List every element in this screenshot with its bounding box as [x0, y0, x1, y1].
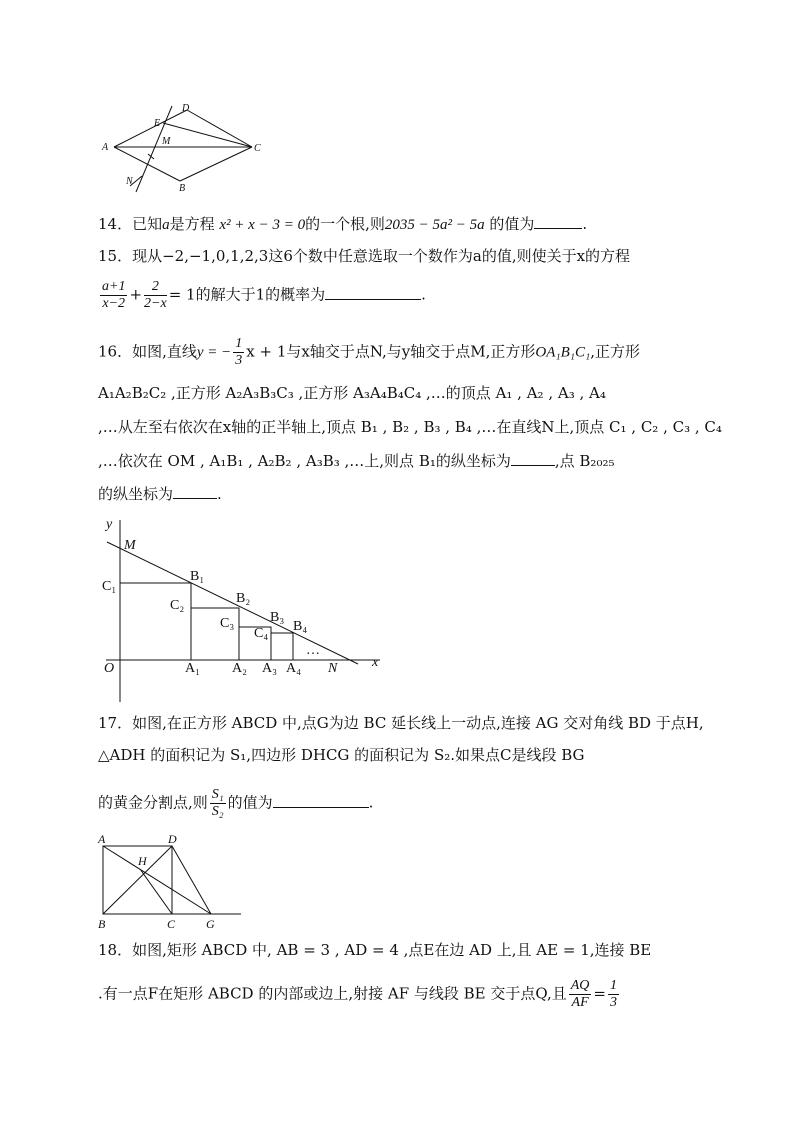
question-16-line3: ,…从左至右依次在x轴的正半轴上,顶点 B₁ , B₂ , B₃ , B₄ ,…在直线N上,顶点 C₁ , C₂ , C₃ , C₄ — [98, 418, 722, 436]
label-M: M — [162, 136, 171, 147]
label-N: N — [126, 176, 133, 187]
label-ellipsis: … — [306, 643, 320, 658]
fraction: $\frac{a+1}{x-2}$ — [102, 279, 126, 311]
label-C: C — [254, 143, 261, 154]
question-17-line3: 的黄金分割点,则 $\frac{\text{S₁}}{\text{S₂}}$ 的值为 . — [98, 787, 374, 819]
label-B1: B₁ — [190, 569, 205, 584]
fraction: $\frac{1}{3}$ — [235, 336, 243, 368]
fraction: $\frac{2}{2-x}$ — [144, 279, 167, 311]
rhombus-figure — [100, 100, 270, 195]
answer-blank — [511, 451, 555, 466]
label-C2: C₂ — [170, 598, 185, 613]
label-A3: A₃ — [262, 661, 277, 676]
question-16-line2: A₁A₂B₂C₂ ,正方形 A₂A₃B₃C₃ ,正方形 A₃A₄B₄C₄ ,…的顶点 A₁ , A₂ , A₃ , A₄ — [98, 384, 606, 402]
label-A1: A₁ — [185, 661, 200, 676]
label-B3: B₃ — [270, 610, 285, 625]
label-A2: A₂ — [232, 661, 247, 676]
question-15-line2: $\frac{a+1}{x-2}$ + $\frac{2}{2-x}$ = 1的解大于1的概率为 . — [102, 279, 426, 311]
fraction: $\frac{\text{S₁}}{\text{S₂}}$ — [211, 787, 224, 819]
squares-figure — [98, 516, 388, 706]
square-figure — [96, 830, 246, 932]
label-D: D — [182, 103, 190, 114]
question-16-line5: 的纵坐标为 . — [98, 485, 222, 503]
label-M: M — [124, 538, 136, 553]
question-14: 14．已知a是方程 x² + x − 3 = 0的一个根,则2035 − 5a² − 5a 的值为 . — [98, 215, 588, 233]
answer-blank — [173, 484, 217, 499]
label-B2: B₂ — [236, 591, 251, 606]
label-A4: A₄ — [286, 661, 301, 676]
question-15-line1: 15．现从−2,−1,0,1,2,3这6个数中任意选取一个数作为a的值,则使关于x的方程 — [98, 247, 631, 265]
question-18-line2: .有一点F在矩形 ABCD 的内部或边上,射接 AF 与线段 BE 交于点Q,且 $\frac{AQ}{AF}$ = $\frac{1}{3}$ — [98, 978, 617, 1010]
label-G: G — [206, 917, 215, 931]
question-18-line1: 18．如图,矩形 ABCD 中, AB = 3 , AD = 4 ,点E在边 AD 上,且 AE = 1,连接 BE — [98, 941, 652, 959]
label-O: O — [104, 661, 115, 676]
label-D: D — [168, 832, 177, 846]
answer-blank — [534, 214, 582, 229]
label-C4: C₄ — [254, 626, 269, 641]
label-A: A — [102, 142, 109, 153]
question-16-line1: 16．如图,直线y = − $\frac{1}{3}$ x + 1与x轴交于点N,与y轴交于点M,正方形OA₁B₁C₁,正方形 — [98, 336, 640, 368]
label-C3: C₃ — [220, 616, 235, 631]
label-A: A — [98, 832, 106, 846]
label-N: N — [328, 661, 338, 676]
question-17-line2: △ADH 的面积记为 S₁,四边形 DHCG 的面积记为 S₂.如果点C是线段 BG — [98, 746, 585, 764]
label-B: B — [179, 183, 186, 194]
question-16-line4: ,…依次在 OM , A₁B₁ , A₂B₂ , A₃B₃ ,…上,则点 B₁的纵坐标为 ,点 B₂₀₂₅ — [98, 452, 615, 470]
answer-blank — [273, 793, 369, 808]
label-C: C — [167, 917, 176, 931]
fraction: $\frac{1}{3}$ — [609, 978, 617, 1010]
label-x: x — [372, 655, 379, 670]
label-H: H — [138, 854, 147, 868]
label-C1: C₁ — [102, 579, 117, 594]
label-E: E — [154, 118, 161, 129]
label-B4: B₄ — [293, 619, 308, 634]
fraction: $\frac{AQ}{AF}$ — [570, 978, 590, 1010]
question-17-line1: 17．如图,在正方形 ABCD 中,点G为边 BC 延长线上一动点,连接 AG 交对角线 BD 于点H, — [98, 714, 704, 732]
answer-blank — [325, 285, 421, 300]
label-B: B — [98, 917, 106, 931]
label-y: y — [106, 517, 113, 532]
